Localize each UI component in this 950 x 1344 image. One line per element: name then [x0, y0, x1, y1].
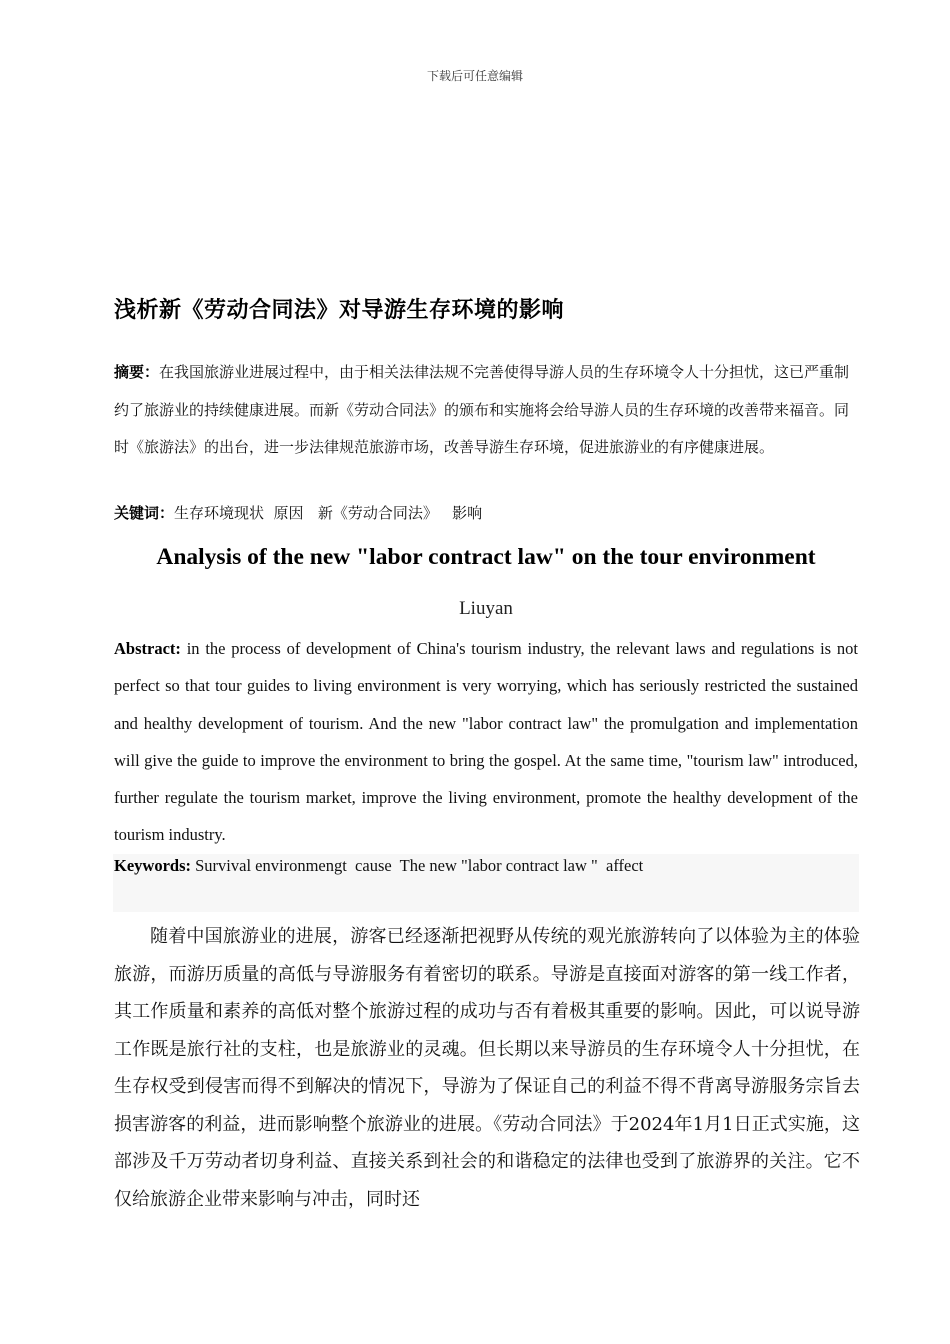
english-abstract-label: Abstract:	[114, 639, 181, 658]
chinese-keywords-label: 关键词：	[114, 504, 175, 522]
body-text	[114, 918, 860, 1218]
chinese-keywords-text: 生存环境现状 原因 新《劳动合同法》 影响	[174, 504, 483, 522]
english-abstract	[114, 630, 858, 854]
chinese-abstract	[114, 354, 858, 467]
body-paragraph: 随着中国旅游业的进展，游客已经逐渐把视野从传统的观光旅游转向了以体验为主的体验旅游，而游历质量的高低与导游服务有着密切的联系。导游是直接面对游客的第一线工作者，其工作质量和素养的高低对整个旅游过程的成功与否有着极其重要的影响。因此，可以说导游工作既是旅行社的支柱，也是旅游业的灵魂。但长期以来导游员的生存环境令人十分担忧，在生存权受到侵害而得不到解决的情况下，导游为了保证自己的利益不得不背离导游服务宗旨去损害游客的利益，进而影响整个旅游业的进展。《劳动合同法》于2024年1月1日正式实施，这部涉及千万劳动者切身利益、直接关系到社会的和谐稳定的法律也受到了旅游界的关注。它不仅给旅游企业带来影响与冲击，同时还	[114, 926, 860, 1210]
header-note: 下载后可任意编辑	[426, 69, 523, 83]
chinese-keywords	[114, 502, 482, 523]
chinese-title: 浅析新《劳动合同法》对导游生存环境的影响	[114, 298, 565, 323]
english-abstract-text: in the process of development of China's tourism industry, the relevant laws and regulations is not perfect so that tour guides to living environment is very worrying, which has seriously restricted the sustained and healthy development of tourism. And the new "labor contract law" the promulgation and implementation will give the guide to improve the environment to bring the gospel. At the same time, "tourism law" introduced, further regulate the tourism market, improve the living environment, promote the healthy development of the tourism industry.	[114, 639, 858, 845]
english-title: Analysis of the new "labor contract law" on the tour environment	[156, 544, 816, 570]
english-keywords-label: Keywords:	[114, 856, 191, 875]
chinese-abstract-label: 摘要：	[114, 363, 160, 381]
chinese-abstract-text: 在我国旅游业进展过程中，由于相关法律法规不完善使得导游人员的生存环境令人十分担忧，这已严重制约了旅游业的持续健康进展。而新《劳动合同法》的颁布和实施将会给导游人员的生存环境的改善带来福音。同时《旅游法》的出台，进一步法律规范旅游市场，改善导游生存环境，促进旅游业的有序健康进展。	[114, 363, 850, 456]
english-keywords-text: Survival environmengt cause The new "labor contract law " affect	[191, 856, 644, 875]
english-author: Liuyan	[459, 598, 513, 619]
english-keywords	[114, 856, 643, 876]
